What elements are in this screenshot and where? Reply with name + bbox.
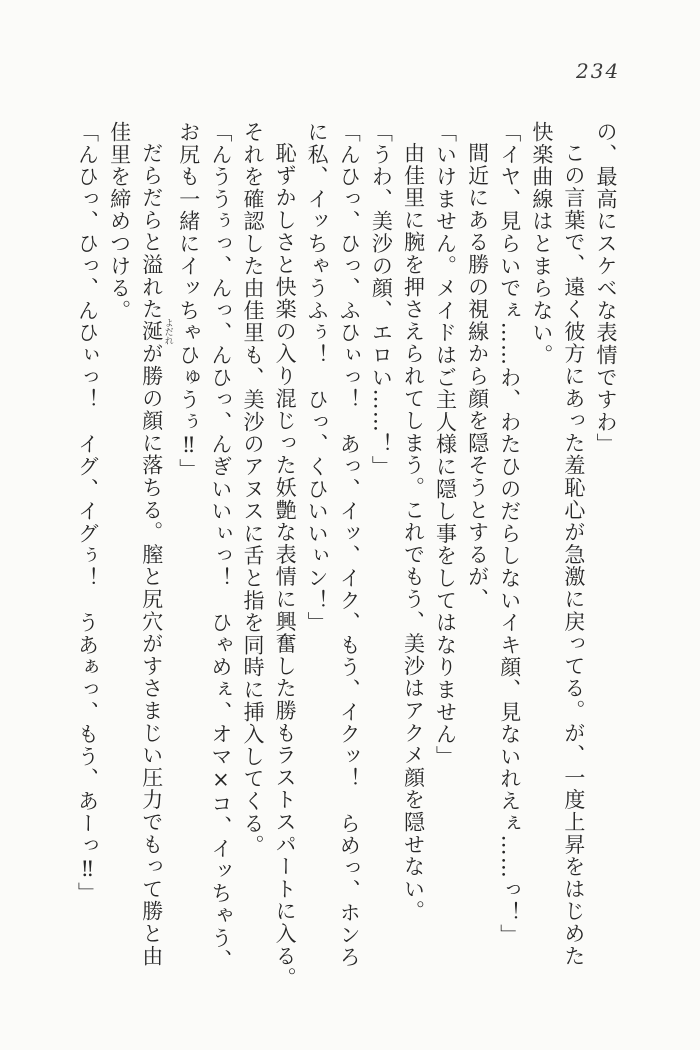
- text-line: お尻も一緒にイッちゃひゅうぅ‼」: [176, 121, 201, 481]
- text-line: に私、イッちゃうふぅ！ ひっ、くひいいぃン！」: [305, 121, 330, 634]
- text-line: この言葉で、遠く彼方にあった羞恥心が急激に戻ってる。が、一度上昇をはじめた: [561, 142, 586, 968]
- text-line: それを確認した由佳里も、美沙のアヌスに舌と指を同時に挿入してくる。: [240, 121, 265, 857]
- text-line: の、最高にスケベな表情ですわ」: [594, 121, 618, 456]
- page-number: 234: [576, 59, 621, 83]
- ruby-word: [139, 318, 173, 346]
- text-line: 由佳里に腕を押さえられてしまう。これでもう、美沙はアクメ顔を隠せない。: [401, 142, 426, 923]
- text-line: 「イヤ、見らいでぇ……わ、わたひのだらしないイキ顔、見ないれえぇ……っ！」: [497, 121, 522, 947]
- ruby-base: 涎: [139, 318, 164, 346]
- text-line: 「んううぅっ、んっ、んひっ、んぎいいぃっ！ ひゃめぇ、オマ×コ、イッちゃう、: [208, 121, 233, 972]
- text-line: 間近にある勝の視線から顔を隠そうとするが、: [465, 142, 490, 611]
- text-segment: が勝の顔に落ちる。膣と尻穴がすさまじい圧力でもって勝と由: [139, 342, 164, 968]
- text-segment: だらだらと溢れた: [139, 142, 164, 321]
- text-line: 「んひっ、ひっ、ふひぃっ！ あっ、イッ、イク、もう、イクッ！ らめっ、ホンろ: [337, 121, 362, 969]
- text-line: 佳里を締めつける。: [107, 121, 132, 322]
- text-line: 「うわ、美沙の顔、エロい……！」: [369, 121, 394, 478]
- text-line: 恥ずかしさと快楽の入り混じった妖艶な表情に興奮した勝もラストスパートに入る。: [273, 142, 298, 990]
- furigana: よだれ: [162, 318, 173, 346]
- text-line: 「いけません。メイドはご主人様に隠し事をしてはなりません」: [433, 121, 458, 768]
- text-line: 快楽曲線はとまらない。: [529, 121, 554, 367]
- text-line: 「んひっ、ひっ、んひぃっ！ イグ、イグぅ！ うあぁっ、もう、あーっ‼」: [75, 121, 100, 905]
- text-block: [75, 121, 622, 990]
- text-line-with-furigana: [136, 121, 173, 969]
